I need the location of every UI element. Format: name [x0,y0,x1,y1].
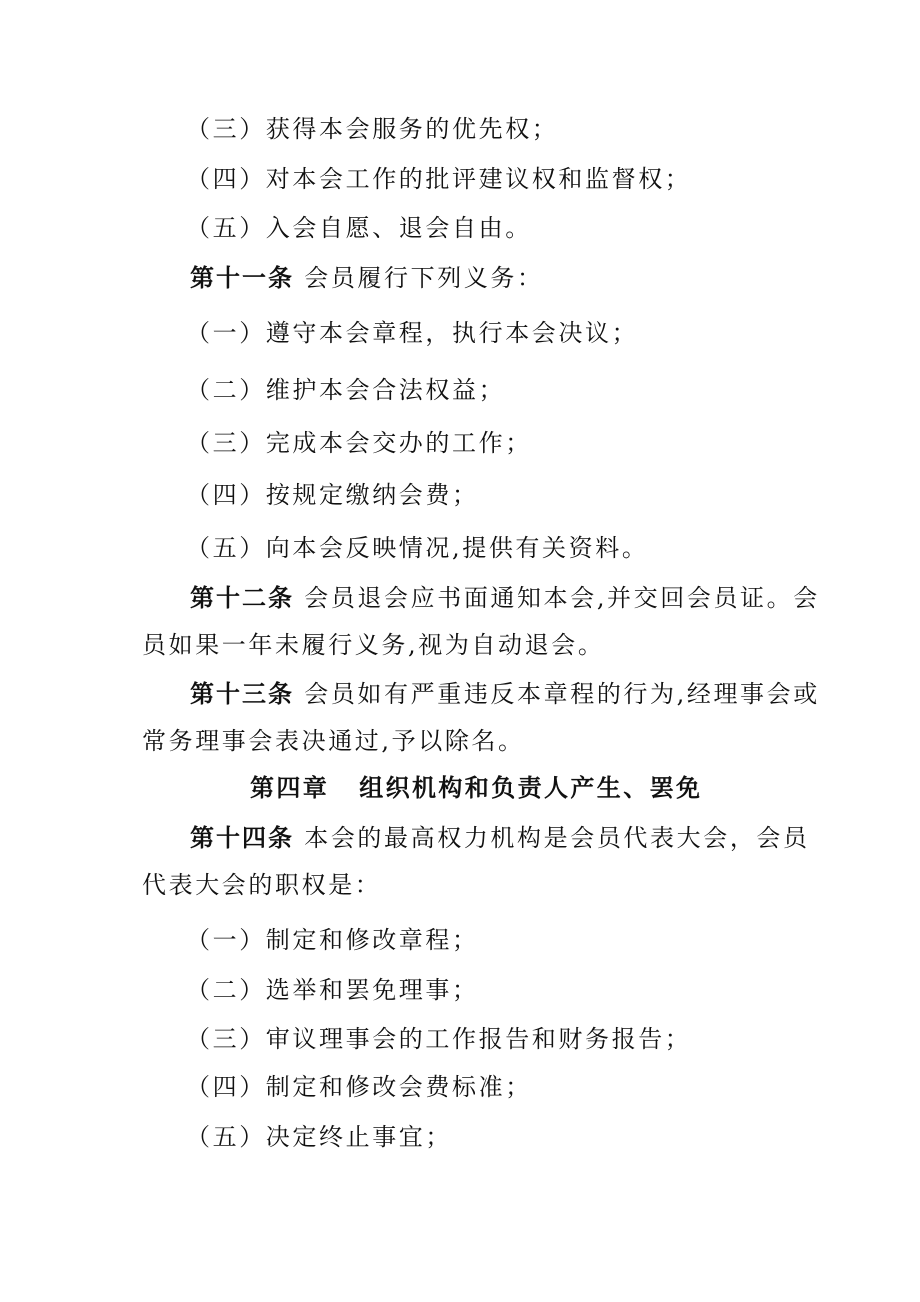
article-13-line-1 [190,679,820,709]
chapter-4-title: 组织机构和负责人产生、罢免 [359,774,703,802]
clause-4-supervision-right: （四）对本会工作的批评建议权和监督权； [186,165,692,193]
power-4: （四）制定和修改会费标准； [186,1073,532,1101]
article-11-label: 第十一条 [190,264,294,292]
power-1: （一）制定和修改章程； [186,926,479,954]
article-12-line-1 [190,583,820,613]
power-2: （二）选举和罢免理事； [186,976,479,1004]
clause-5-voluntary-membership: （五）入会自愿、退会自由。 [186,214,532,242]
obligation-3: （三）完成本会交办的工作； [186,429,532,457]
article-13-label: 第十三条 [190,680,294,708]
article-12-label: 第十二条 [190,584,294,612]
article-14-line-1 [190,823,810,853]
article-14-line-2: 代表大会的职权是： [142,871,382,899]
article-14-label: 第十四条 [190,824,294,852]
power-3: （三）审议理事会的工作报告和财务报告； [186,1025,692,1053]
obligation-4: （四）按规定缴纳会费； [186,481,479,509]
chapter-4-heading [250,773,702,803]
article-13-line-2: 常务理事会表决通过,予以除名。 [142,727,525,755]
obligation-5: （五）向本会反映情况,提供有关资料。 [186,534,649,562]
power-5: （五）决定终止事宜； [186,1123,452,1151]
article-12-text: 会员退会应书面通知本会,并交回会员证。会 [304,584,820,612]
article-14-text: 本会的最高权力机构是会员代表大会，会员 [304,824,810,852]
obligation-1: （一）遵守本会章程，执行本会决议； [186,319,639,347]
article-13-text: 会员如有严重违反本章程的行为,经理事会或 [304,680,820,708]
article-12-line-2: 员如果一年未履行义务,视为自动退会。 [142,631,605,659]
article-11-text: 会员履行下列义务： [304,264,544,292]
chapter-4-number: 第四章 [250,774,330,802]
obligation-2: （二）维护本会合法权益； [186,376,506,404]
clause-3-priority-right: （三）获得本会服务的优先权； [186,115,559,143]
article-11 [190,263,544,293]
